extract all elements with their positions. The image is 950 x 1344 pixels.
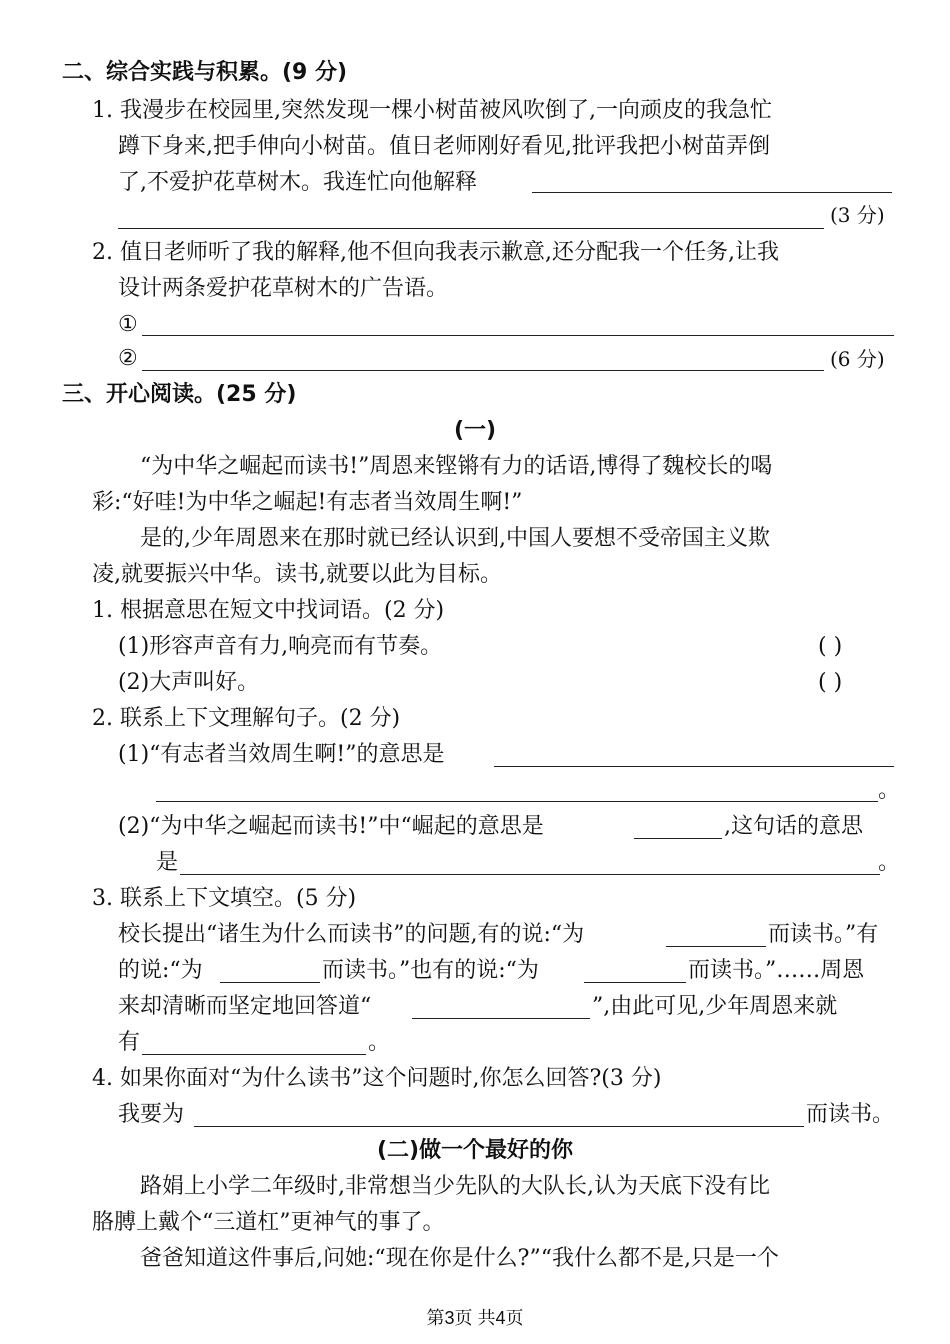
question-1-line-2: 蹲下身来,把手伸向小树苗。值日老师刚好看见,批评我把小树苗弄倒 [118,134,770,159]
question-stem: 2. 联系上下文理解句子。(2 分) [92,706,401,731]
passage-2-text: 胳膊上戴个“三道杠”更神气的事了。 [92,1210,445,1235]
slogan-mark-1: ① [118,312,138,337]
page-footer: 第3页 共4页 [426,1308,524,1328]
period: 。 [878,850,901,875]
section-heading-3: 三、开心阅读。(25 分) [62,382,297,407]
period: 。 [878,778,901,803]
answer-blank[interactable] [532,192,892,193]
fill-text: 而读书。”有 [768,922,879,947]
answer-blank[interactable] [220,982,320,983]
fill-text: ”,由此可见,少年周恩来就 [592,994,838,1019]
question-item: (1)形容声音有力,响亮而有节奏。 [118,634,443,659]
answer-blank[interactable] [142,335,894,336]
passage-2-text: 爸爸知道这件事后,问她:“现在你是什么?”“我什么都不是,只是一个 [140,1246,779,1271]
period: 。 [368,1030,391,1055]
passage-1-text: “为中华之崛起而读书!”周恩来铿锵有力的话语,博得了魏校长的喝 [140,454,773,479]
slogan-mark-2: ② [118,346,138,371]
answer-paren[interactable]: ( ) [818,634,843,659]
answer-blank[interactable] [142,370,824,371]
question-item: (2)“为中华之崛起而读书!”中“崛起的意思是 [118,814,544,839]
question-2-line-2: 设计两条爱护花草树木的广告语。 [118,276,449,301]
answer-blank[interactable] [666,946,766,947]
passage-2-text: 路娟上小学二年级时,非常想当少先队的大队长,认为天底下没有比 [140,1174,770,1199]
passage-1-text: 是的,少年周恩来在那时就已经认识到,中国人要想不受帝国主义欺 [140,526,770,551]
fill-text: 来却清晰而坚定地回答道“ [118,994,372,1019]
question-1-line-3: 了,不爱护花草树木。我连忙向他解释 [118,170,477,195]
fill-text: 的说:“为 [118,958,203,983]
answer-paren[interactable]: ( ) [818,670,843,695]
points-label: (6 分) [830,347,885,371]
points-label: (3 分) [830,203,885,227]
fill-text: 而读书。”……周恩 [688,958,865,983]
passage-2-title: (二)做一个最好的你 [376,1138,574,1163]
question-2-line-1: 2. 值日老师听了我的解释,他不但向我表示歉意,还分配我一个任务,让我 [92,240,779,265]
fill-text: 而读书。”也有的说:“为 [322,958,539,983]
question-stem: 3. 联系上下文填空。(5 分) [92,886,357,911]
answer-blank[interactable] [118,228,824,229]
answer-blank[interactable] [584,982,686,983]
answer-blank[interactable] [142,1054,366,1055]
fill-text: 校长提出“诸生为什么而读书”的问题,有的说:“为 [118,922,585,947]
fill-text: 我要为 [118,1102,185,1127]
question-item: 是 [156,850,179,875]
answer-blank[interactable] [180,874,880,875]
passage-1-text: 凌,就要振兴中华。读书,就要以此为目标。 [92,562,502,587]
fill-text: 而读书。 [806,1102,895,1127]
answer-blank[interactable] [412,1018,590,1019]
question-stem: 1. 根据意思在短文中找词语。(2 分) [92,598,445,623]
answer-blank[interactable] [156,801,878,802]
question-item: (1)“有志者当效周生啊!”的意思是 [118,742,445,767]
answer-blank[interactable] [194,1126,804,1127]
question-item: (2)大声叫好。 [118,670,260,695]
passage-1-text: 彩:“好哇!为中华之崛起!有志者当效周生啊!” [92,490,523,515]
fill-text: 有 [118,1030,141,1055]
question-item: ,这句话的意思 [724,814,863,839]
answer-blank[interactable] [494,766,894,767]
question-stem: 4. 如果你面对“为什么读书”这个问题时,你怎么回答?(3 分) [92,1066,662,1091]
question-1-line-1: 1. 我漫步在校园里,突然发现一棵小树苗被风吹倒了,一向顽皮的我急忙 [92,98,772,123]
passage-1-title: (一) [453,418,497,443]
section-heading-2: 二、综合实践与积累。(9 分) [62,60,348,85]
answer-blank[interactable] [634,838,722,839]
